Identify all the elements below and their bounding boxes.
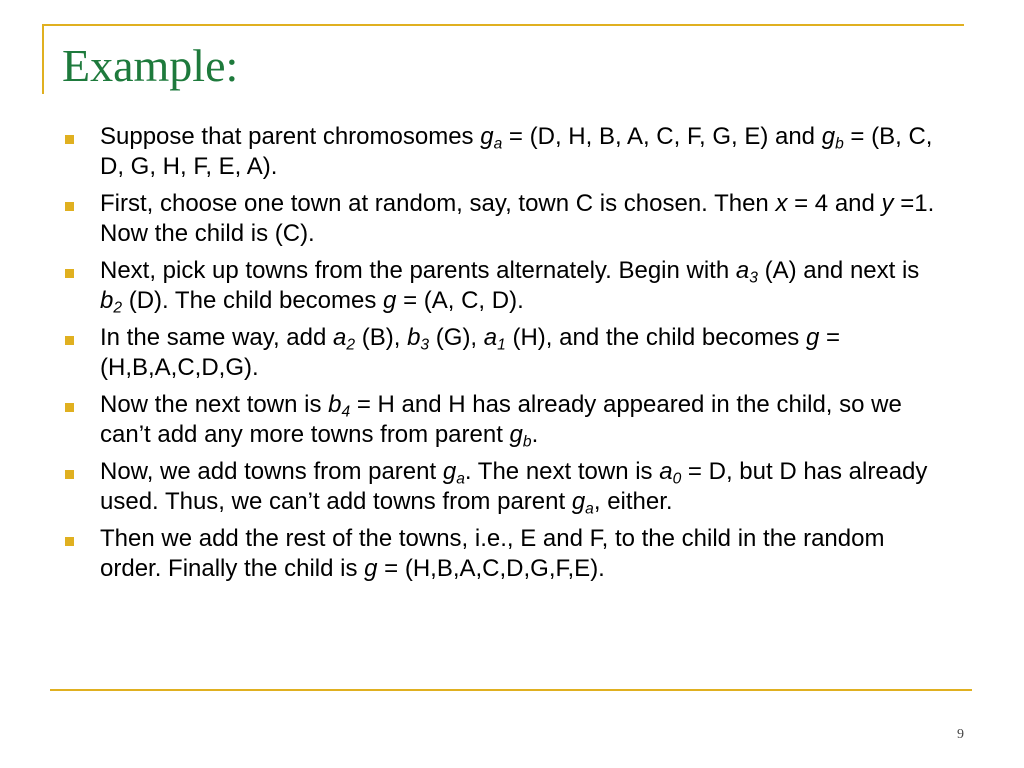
- title-frame-top-rule: [42, 24, 964, 26]
- slide-title: Example:: [62, 40, 239, 91]
- bullet-item: [62, 457, 942, 517]
- bullet-square-icon: [65, 202, 74, 211]
- math-variable: b: [328, 391, 342, 418]
- math-variable: g: [442, 458, 457, 485]
- text-run: = (D, H, B, A, C, F, G, E) and: [502, 123, 822, 150]
- title-frame-right-tick: [962, 24, 964, 26]
- bullet-item: [62, 323, 942, 383]
- subscript: b: [835, 135, 844, 153]
- text-run: Suppose that parent chromosomes: [100, 123, 481, 150]
- text-run: Next, pick up towns from the parents alternately. Begin with: [100, 257, 736, 284]
- text-run: Then we add the rest of the towns, i.e., E and F, to the child in the random order. Finally the child is: [100, 525, 885, 582]
- subscript: 2: [113, 299, 123, 317]
- subscript: a: [456, 470, 465, 488]
- math-variable: g: [480, 123, 494, 150]
- math-variable: a: [483, 324, 498, 351]
- subscript: 0: [672, 470, 682, 488]
- text-run: . The next town is: [464, 458, 660, 485]
- bullet-text: [100, 525, 884, 582]
- bullet-text: [100, 324, 840, 381]
- text-run: = D, but D has already used. Thus, we can’t add towns from parent: [100, 458, 928, 515]
- bullet-item: [62, 390, 942, 450]
- math-variable: g: [383, 287, 397, 314]
- text-run: = (A, C, D).: [396, 287, 524, 314]
- bullet-item: [62, 524, 942, 584]
- math-variable: g: [509, 421, 523, 448]
- text-run: (H), and the child becomes: [505, 324, 806, 351]
- text-run: (A) and next is: [757, 257, 920, 284]
- subscript: 3: [749, 269, 758, 287]
- text-run: (D). The child becomes: [122, 287, 384, 314]
- subscript: a: [585, 500, 594, 518]
- text-run: , either.: [593, 488, 673, 515]
- bullet-square-icon: [65, 537, 74, 546]
- bullet-square-icon: [65, 403, 74, 412]
- text-run: .: [531, 421, 539, 448]
- text-run: (G),: [429, 324, 484, 351]
- text-run: =1. Now the child is (C).: [100, 190, 935, 247]
- bullet-square-icon: [65, 269, 74, 278]
- math-variable: g: [571, 488, 586, 515]
- bullet-square-icon: [65, 336, 74, 345]
- text-run: In the same way, add: [100, 324, 334, 351]
- text-run: = (H,B,A,C,D,G).: [100, 324, 840, 381]
- bullet-square-icon: [65, 135, 74, 144]
- text-run: = 4 and: [787, 190, 882, 217]
- bullet-text: [100, 123, 932, 180]
- text-run: = (B, C, D, G, H, F, E, A).: [100, 123, 933, 180]
- bullet-text: [100, 257, 920, 317]
- subscript: 3: [420, 336, 430, 354]
- bullet-text: [100, 391, 902, 451]
- text-run: First, choose one town at random, say, town C is chosen. Then: [100, 190, 776, 217]
- math-variable: a: [735, 257, 750, 284]
- math-variable: x: [775, 190, 788, 217]
- bullet-item: [62, 256, 942, 316]
- math-variable: y: [881, 190, 894, 217]
- bullet-text: [100, 190, 934, 247]
- subscript: 2: [346, 336, 356, 354]
- subscript: 1: [497, 336, 506, 354]
- bullet-item: [62, 122, 942, 182]
- math-variable: g: [364, 555, 378, 582]
- math-variable: b: [100, 287, 114, 314]
- subscript: a: [493, 135, 503, 153]
- math-variable: b: [407, 324, 421, 351]
- page-number: 9: [957, 727, 964, 742]
- math-variable: a: [333, 324, 347, 351]
- bullet-item: [62, 189, 942, 249]
- subscript: 4: [341, 403, 351, 421]
- text-run: Now, we add towns from parent: [100, 458, 443, 485]
- text-run: = (H,B,A,C,D,G,F,E).: [377, 555, 605, 582]
- text-run: = H and H has already appeared in the child, so we can’t add any more towns from parent: [100, 391, 902, 448]
- subscript: b: [522, 433, 532, 451]
- bullet-square-icon: [65, 470, 74, 479]
- title-frame-left-rule: [42, 24, 44, 94]
- math-variable: g: [821, 123, 836, 150]
- bullet-text: [100, 458, 928, 518]
- math-variable: a: [659, 458, 673, 485]
- text-run: (B),: [355, 324, 408, 351]
- footer-rule: [50, 689, 972, 691]
- text-run: Now the next town is: [100, 391, 329, 418]
- bullet-list: [62, 122, 942, 591]
- math-variable: g: [805, 324, 820, 351]
